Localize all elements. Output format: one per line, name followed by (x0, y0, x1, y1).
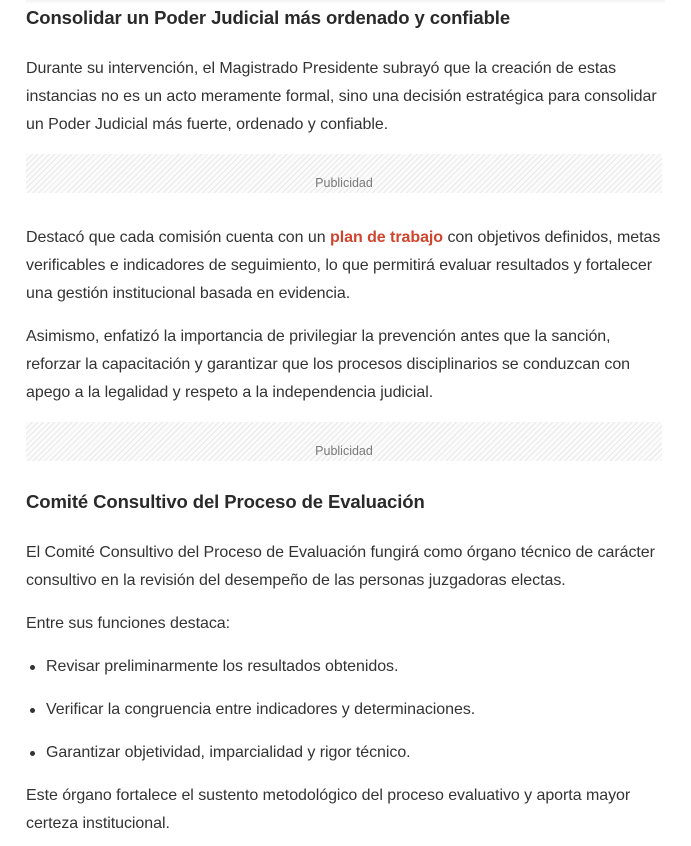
ad-placeholder-1[interactable] (26, 154, 662, 193)
list-item (26, 696, 666, 739)
paragraph-closing: Este órgano fortalece el sustento metodológico del proceso evaluativo y aporta mayor certeza institucional. (26, 787, 631, 832)
list-item-text: Verificar la congruencia entre indicadores y determinaciones. (46, 701, 476, 718)
section-heading-comite-consultivo: Comité Consultivo del Proceso de Evaluación (26, 491, 425, 512)
list-item (26, 653, 666, 696)
bullet-icon (30, 665, 35, 670)
section-heading-poder-judicial: Consolidar un Poder Judicial más ordenado y confiable (26, 7, 511, 28)
ad-label: Publicidad (315, 176, 373, 190)
paragraph-prevencion: Asimismo, enfatizó la importancia de privilegiar la prevención antes que la sanción, reforzar la capacitación y garantizar que los procesos disciplinarios se conduzcan con apego a la legalidad y respeto a la independencia judicial. (26, 328, 631, 401)
bullet-icon (30, 708, 35, 713)
paragraph-intervencion: Durante su intervención, el Magistrado Presidente subrayó que la creación de estas instancias no es un acto meramente formal, sino una decisión estratégica para consolidar un Poder Judicial más fuerte, ordenado y confiable. (26, 60, 657, 133)
top-edge-shadow (26, 0, 665, 4)
paragraph-list-intro: Entre sus funciones destaca: (26, 615, 231, 632)
paragraph-comite: El Comité Consultivo del Proceso de Evaluación fungirá como órgano técnico de carácter consultivo en la revisión del desempeño de las personas juzgadoras electas. (26, 544, 655, 589)
ad-placeholder-2[interactable] (26, 422, 662, 461)
plan-de-trabajo-link[interactable]: plan de trabajo (329, 229, 444, 246)
paragraph-text-after-link: con objetivos definidos, metas verificables e indicadores de seguimiento, lo que permitirá evaluar resultados y fortalecer una gestión institucional basada en evidencia. (26, 229, 661, 302)
list-item (26, 739, 666, 782)
list-item-text: Revisar preliminarmente los resultados obtenidos. (46, 658, 399, 675)
bullet-icon (30, 751, 35, 756)
functions-list (26, 653, 666, 782)
paragraph-plan-de-trabajo (26, 224, 666, 308)
ad-label: Publicidad (315, 444, 373, 458)
list-item-text: Garantizar objetividad, imparcialidad y rigor técnico. (46, 744, 411, 761)
paragraph-text-before-link: Destacó que cada comisión cuenta con un (26, 229, 330, 246)
